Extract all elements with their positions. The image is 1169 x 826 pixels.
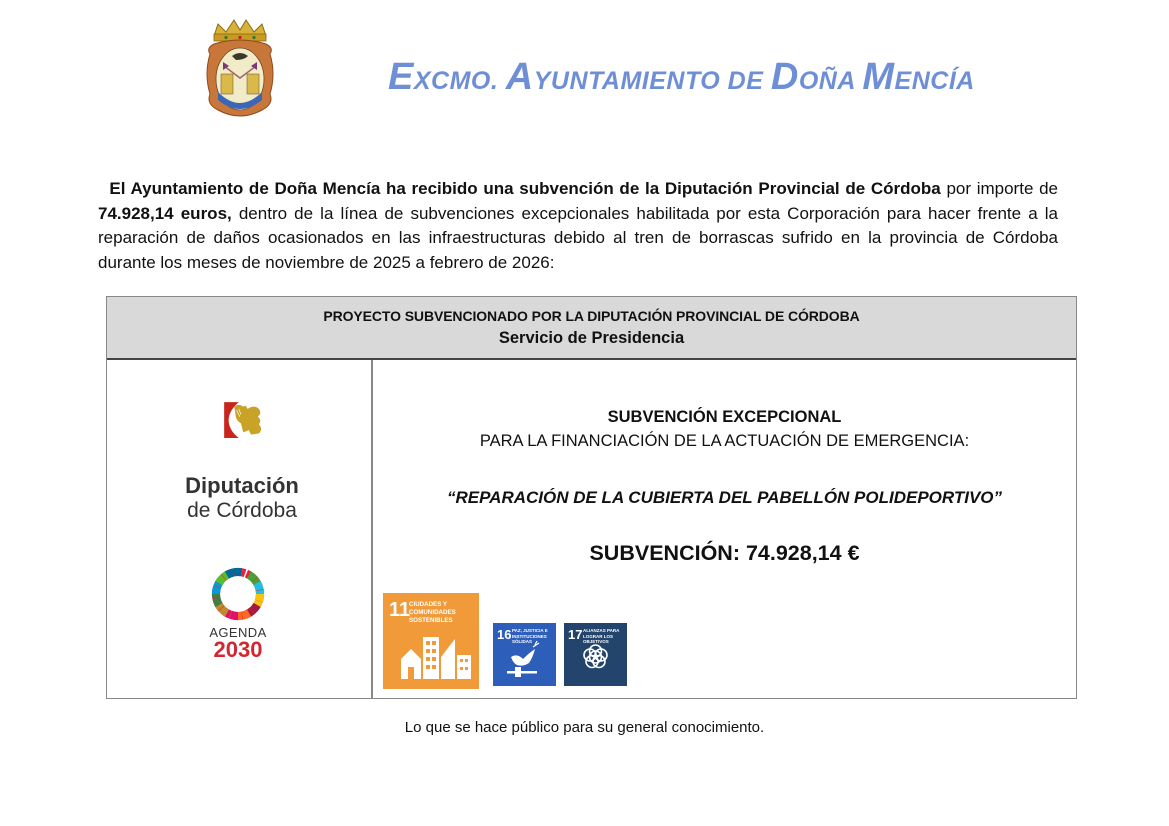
agenda-label: AGENDA xyxy=(209,625,267,640)
partnership-rings-icon xyxy=(564,623,627,686)
footer-note: Lo que se hace público para su general conocimiento. xyxy=(404,719,765,736)
municipal-crest-icon xyxy=(204,14,276,122)
sdg-17-badge xyxy=(564,623,627,686)
sdg-number: 16 xyxy=(497,627,512,642)
agenda-year: 2030 xyxy=(213,637,263,662)
subsidy-purpose: PARA LA FINANCIACIÓN DE LA ACTUACIÓN DE EMERGENCIA: xyxy=(479,432,970,450)
table-header xyxy=(107,297,1076,360)
intro-lead: El Ayuntamiento de Doña Mencía ha recibido una subvención de la Diputación Provincial de Córdoba xyxy=(109,179,941,198)
sdg-label: ALIANZAS PARA LOGRAR LOS OBJETIVOS xyxy=(583,628,620,644)
city-buildings-icon xyxy=(383,593,479,689)
subsidy-amount: SUBVENCIÓN: 74.928,14 € xyxy=(589,541,860,565)
table-header-title: PROYECTO SUBVENCIONADO POR LA DIPUTACIÓN PROVINCIAL DE CÓRDOBA xyxy=(323,308,860,324)
project-name: “REPARACIÓN DE LA CUBIERTA DEL PABELLÓN POLIDEPORTIVO” xyxy=(446,488,1003,507)
sdg-16-badge xyxy=(493,623,556,686)
project-table xyxy=(106,296,1077,699)
sdg-number: 17 xyxy=(568,627,583,642)
sdg-label: PAZ, JUSTICIA E INSTITUCIONES SÓLIDAS xyxy=(512,628,548,644)
subsidy-type: SUBVENCIÓN EXCEPCIONAL xyxy=(607,408,842,426)
dove-gavel-icon xyxy=(493,623,556,686)
intro-amount: 74.928,14 euros, xyxy=(98,203,232,223)
sdg-number: 11 xyxy=(389,599,411,621)
intro-text: por importe de xyxy=(940,179,1059,198)
intro-text: dentro de la línea de subvenciones excepcionales habilitada por esta Corporación para hacer frente a la reparación de daños ocasionados en las infraestructuras debido al tren de borrascas sufrido en la provincia de Córdoba durante los meses de noviembre de 2025 a febrero de 2026: xyxy=(98,203,1058,272)
diputacion-cordoba-logo-icon xyxy=(171,401,321,471)
page-title: EXCMO. AYUNTAMIENTO DE DOÑA MENCÍA xyxy=(388,56,975,98)
agenda-2030-wheel-icon xyxy=(209,565,267,623)
table-header-service: Servicio de Presidencia xyxy=(498,329,685,347)
sdg-11-badge xyxy=(383,593,479,689)
diputacion-name: Diputación xyxy=(185,473,299,498)
intro-paragraph xyxy=(98,177,1058,275)
diputacion-province: de Córdoba xyxy=(187,499,297,522)
sdg-label: CIUDADES Y COMUNIDADES SOSTENIBLES xyxy=(409,601,456,624)
